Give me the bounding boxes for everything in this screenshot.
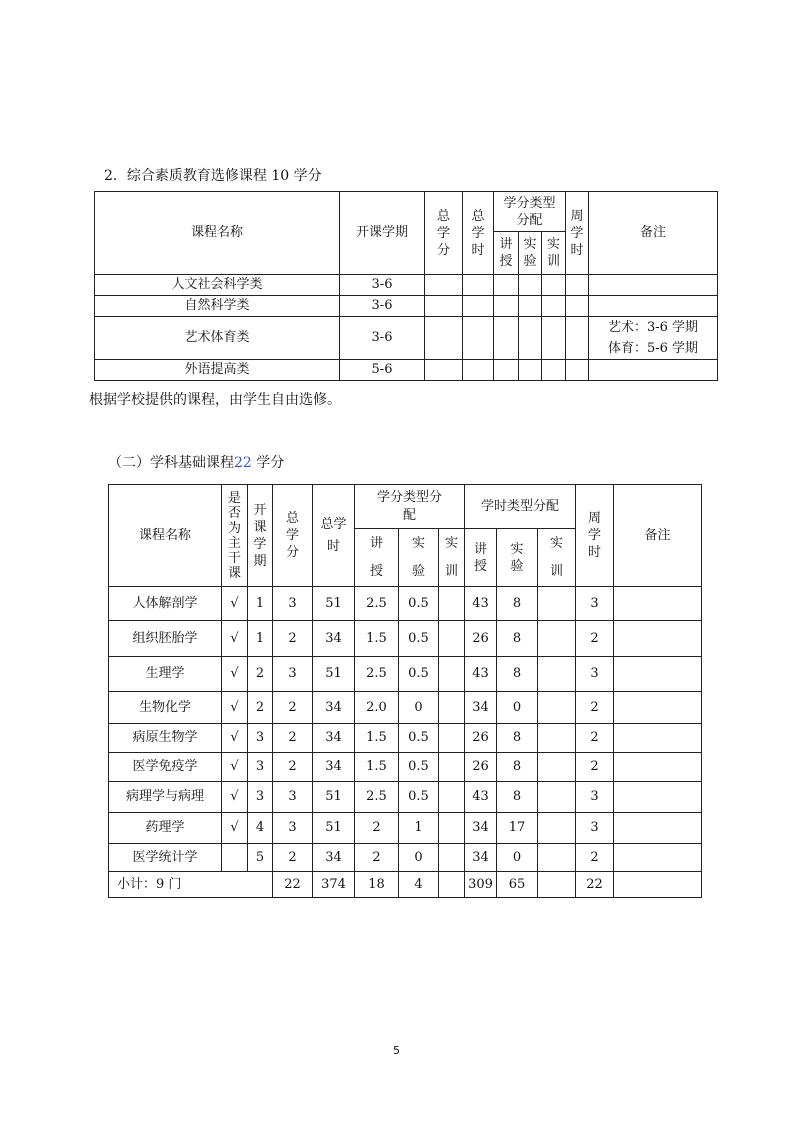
cell-hours: 51 <box>313 813 355 844</box>
cell-name: 生物化学 <box>109 692 222 724</box>
cell-c-lab: 0 <box>399 692 439 724</box>
cell-h-lab: 8 <box>497 724 538 753</box>
cell-sem: 2 <box>248 692 273 724</box>
header-total-hours: 总 学 时 <box>463 192 494 275</box>
cell-weekly: 2 <box>576 844 614 872</box>
cell-h-lab: 8 <box>497 782 538 813</box>
cell-note <box>614 813 702 844</box>
cell-h-tr <box>538 587 576 621</box>
cell-credit: 3 <box>273 813 313 844</box>
cell-name: 生理学 <box>109 657 222 692</box>
cell-c-lec: 2.0 <box>355 692 399 724</box>
cell-c-tr <box>439 724 465 753</box>
cell-h-lec: 34 <box>465 692 497 724</box>
cell-h-lab: 8 <box>497 621 538 657</box>
cell-h-lab: 0 <box>497 692 538 724</box>
cell-credit: 2 <box>273 692 313 724</box>
cell-h-lab: 8 <box>497 587 538 621</box>
cell-h-tr <box>538 753 576 782</box>
cell-note <box>614 782 702 813</box>
subtotal-credit: 22 <box>273 872 313 898</box>
cell-main <box>222 844 248 872</box>
header-hours-training: 实 训 <box>538 529 576 587</box>
section-title: 2．综合素质教育选修课程 10 学分 <box>104 168 322 184</box>
cell-c-tr <box>439 813 465 844</box>
cell-c-tr <box>439 753 465 782</box>
cell-c-lec: 2.5 <box>355 782 399 813</box>
header-credit-type: 学分类型分配 <box>494 192 566 232</box>
table-row <box>109 813 702 844</box>
subtotal-label: 小计：9 门 <box>109 872 273 898</box>
cell-note <box>614 657 702 692</box>
cell-c-lec: 1.5 <box>355 621 399 657</box>
subtotal-credit-lecture: 18 <box>355 872 399 898</box>
cell-note <box>614 587 702 621</box>
cell-sem: 2 <box>248 657 273 692</box>
table-row <box>109 844 702 872</box>
cell-hours: 51 <box>313 657 355 692</box>
cell-sem: 3 <box>248 724 273 753</box>
header-training: 实 训 <box>542 232 566 275</box>
cell-hours: 34 <box>313 753 355 782</box>
cell-weekly: 2 <box>576 621 614 657</box>
cell-c-tr <box>439 782 465 813</box>
cell-c-tr <box>439 621 465 657</box>
cell-name: 医学免疫学 <box>109 753 222 782</box>
cell-weekly: 3 <box>576 782 614 813</box>
cell-c-lec: 2.5 <box>355 587 399 621</box>
cell-c-lab: 0.5 <box>399 753 439 782</box>
subtotal-row <box>109 872 702 898</box>
header-total-hours: 总学 时 <box>313 485 355 587</box>
cell-name: 病理学与病理 <box>109 782 222 813</box>
header-credit-lecture: 讲 授 <box>355 529 399 587</box>
cell-c-lab: 1 <box>399 813 439 844</box>
table-row <box>109 753 702 782</box>
cell-weekly: 2 <box>576 724 614 753</box>
cell-semester: 3-6 <box>340 317 425 360</box>
subtotal-weekly: 22 <box>576 872 614 898</box>
cell-name: 医学统计学 <box>109 844 222 872</box>
cell-hours: 34 <box>313 621 355 657</box>
cell-c-lab: 0.5 <box>399 724 439 753</box>
cell-name: 自然科学类 <box>95 296 340 317</box>
cell-sem: 3 <box>248 753 273 782</box>
section-title: （二）学科基础课程22 学分 <box>108 455 285 471</box>
cell-sem: 4 <box>248 813 273 844</box>
header-note: 备注 <box>614 485 702 587</box>
cell-note <box>614 753 702 782</box>
cell-sem: 3 <box>248 782 273 813</box>
cell-weekly: 3 <box>576 813 614 844</box>
cell-c-tr <box>439 692 465 724</box>
cell-h-lab: 0 <box>497 844 538 872</box>
cell-h-tr <box>538 782 576 813</box>
cell-h-lec: 43 <box>465 587 497 621</box>
header-credit-lab: 实 验 <box>399 529 439 587</box>
cell-c-tr <box>439 587 465 621</box>
cell-h-lec: 34 <box>465 844 497 872</box>
table-row <box>95 296 718 317</box>
subtotal-hours-lecture: 309 <box>465 872 497 898</box>
cell-main: √ <box>222 813 248 844</box>
cell-c-lab: 0.5 <box>399 657 439 692</box>
cell-name: 组织胚胎学 <box>109 621 222 657</box>
header-note: 备注 <box>589 192 718 275</box>
header-lab: 实 验 <box>519 232 542 275</box>
cell-sem: 1 <box>248 587 273 621</box>
cell-c-lab: 0.5 <box>399 587 439 621</box>
cell-name: 人体解剖学 <box>109 587 222 621</box>
cell-h-lec: 26 <box>465 753 497 782</box>
cell-h-tr <box>538 813 576 844</box>
cell-h-lec: 26 <box>465 621 497 657</box>
cell-note <box>614 724 702 753</box>
header-total-credit: 总 学 分 <box>425 192 463 275</box>
header-semester: 开 课 学 期 <box>248 485 273 587</box>
cell-weekly: 2 <box>576 692 614 724</box>
header-hours-lecture: 讲 授 <box>465 529 497 587</box>
header-credit-training: 实 训 <box>439 529 465 587</box>
cell-c-lec: 2 <box>355 813 399 844</box>
cell-credit: 2 <box>273 621 313 657</box>
cell-name: 药理学 <box>109 813 222 844</box>
cell-credit: 2 <box>273 724 313 753</box>
cell-c-lec: 2 <box>355 844 399 872</box>
table-row <box>109 621 702 657</box>
cell-hours: 51 <box>313 587 355 621</box>
cell-h-tr <box>538 692 576 724</box>
cell-semester: 5-6 <box>340 360 425 381</box>
header-hours-type: 学时类型分配 <box>465 485 576 529</box>
header-course-name: 课程名称 <box>95 192 340 275</box>
header-weekly-hours: 周 学 时 <box>576 485 614 587</box>
cell-note: 艺术：3-6 学期 体育：5-6 学期 <box>589 317 718 360</box>
cell-hours: 34 <box>313 692 355 724</box>
cell-main: √ <box>222 692 248 724</box>
cell-credit: 3 <box>273 657 313 692</box>
cell-name: 外语提高类 <box>95 360 340 381</box>
header-credit-type: 学分类型分配 <box>355 485 465 529</box>
subtotal-credit-lab: 4 <box>399 872 439 898</box>
cell-semester: 3-6 <box>340 296 425 317</box>
cell-h-lec: 26 <box>465 724 497 753</box>
cell-main: √ <box>222 621 248 657</box>
cell-c-tr <box>439 657 465 692</box>
cell-c-lab: 0.5 <box>399 621 439 657</box>
elective-course-table <box>94 191 718 381</box>
cell-h-lab: 8 <box>497 657 538 692</box>
cell-main: √ <box>222 782 248 813</box>
cell-weekly: 3 <box>576 657 614 692</box>
cell-h-lec: 43 <box>465 782 497 813</box>
cell-credit: 3 <box>273 782 313 813</box>
cell-c-lec: 1.5 <box>355 753 399 782</box>
cell-note <box>614 844 702 872</box>
cell-c-lec: 1.5 <box>355 724 399 753</box>
cell-c-lec: 2.5 <box>355 657 399 692</box>
table-row <box>109 692 702 724</box>
header-total-credit: 总 学 分 <box>273 485 313 587</box>
cell-main: √ <box>222 724 248 753</box>
cell-h-lec: 34 <box>465 813 497 844</box>
cell-hours: 51 <box>313 782 355 813</box>
table-row <box>95 317 718 360</box>
cell-sem: 5 <box>248 844 273 872</box>
header-semester: 开课学期 <box>340 192 425 275</box>
cell-weekly: 3 <box>576 587 614 621</box>
cell-main: √ <box>222 753 248 782</box>
cell-name: 病原生物学 <box>109 724 222 753</box>
cell-h-lab: 8 <box>497 753 538 782</box>
cell-main: √ <box>222 587 248 621</box>
cell-semester: 3-6 <box>340 275 425 296</box>
cell-h-tr <box>538 724 576 753</box>
table-row <box>109 657 702 692</box>
subject-foundation-table <box>108 484 702 898</box>
cell-hours: 34 <box>313 724 355 753</box>
cell-credit: 2 <box>273 844 313 872</box>
table-row <box>109 587 702 621</box>
subtotal-hours: 374 <box>313 872 355 898</box>
cell-credit: 3 <box>273 587 313 621</box>
cell-note <box>614 621 702 657</box>
cell-h-tr <box>538 621 576 657</box>
cell-h-lab: 17 <box>497 813 538 844</box>
table-row <box>95 360 718 381</box>
cell-c-lab: 0.5 <box>399 782 439 813</box>
cell-main: √ <box>222 657 248 692</box>
header-hours-lab: 实 验 <box>497 529 538 587</box>
cell-weekly: 2 <box>576 753 614 782</box>
cell-name: 艺术体育类 <box>95 317 340 360</box>
cell-c-tr <box>439 844 465 872</box>
page-number: 5 <box>393 1044 400 1057</box>
cell-h-tr <box>538 844 576 872</box>
cell-name: 人文社会科学类 <box>95 275 340 296</box>
header-lecture: 讲 授 <box>494 232 519 275</box>
footnote: 根据学校提供的课程，由学生自由选修。 <box>89 392 341 408</box>
header-course-name: 课程名称 <box>109 485 222 587</box>
cell-sem: 1 <box>248 621 273 657</box>
header-is-main: 是 否 为 主 干 课 <box>222 485 248 587</box>
cell-h-lec: 43 <box>465 657 497 692</box>
cell-credit: 2 <box>273 753 313 782</box>
cell-hours: 34 <box>313 844 355 872</box>
table-row <box>109 724 702 753</box>
table-row <box>95 275 718 296</box>
cell-h-tr <box>538 657 576 692</box>
cell-note <box>614 692 702 724</box>
cell-c-lab: 0 <box>399 844 439 872</box>
header-weekly-hours: 周 学 时 <box>566 192 589 275</box>
subtotal-hours-lab: 65 <box>497 872 538 898</box>
table-row <box>109 782 702 813</box>
